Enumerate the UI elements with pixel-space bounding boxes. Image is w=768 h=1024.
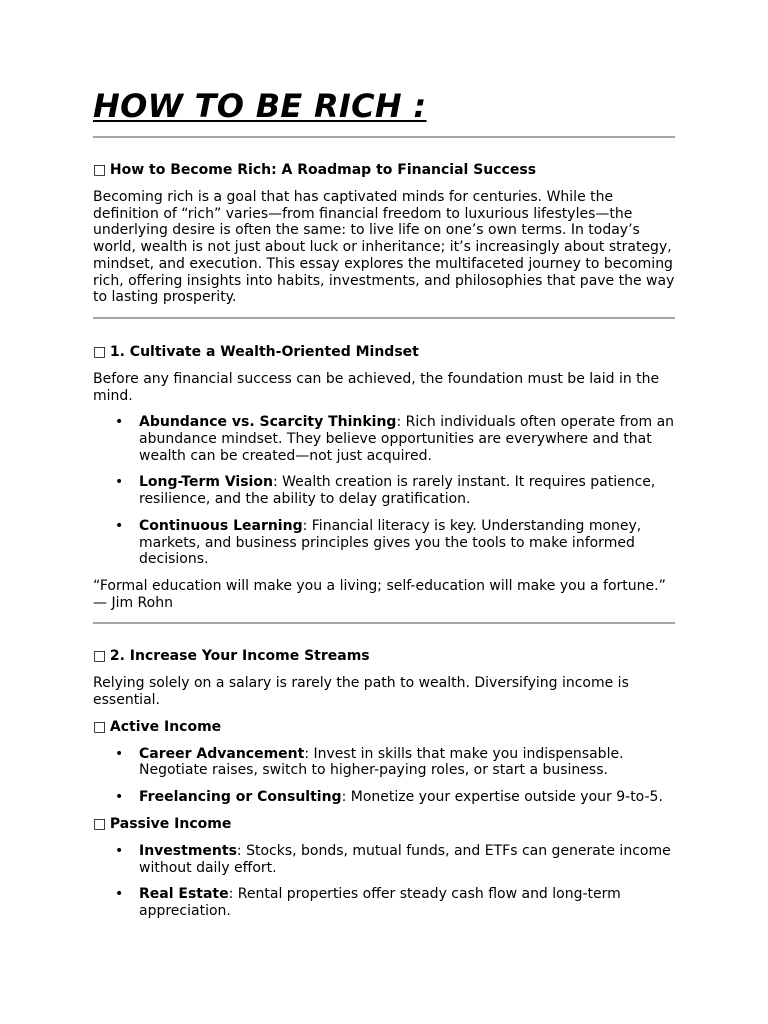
intro-paragraph: Becoming rich is a goal that has captivated minds for centuries. While the definition of “rich” varies—from financial freedom to luxurious lifestyles—the underlying desire is often the same: to live life on one’s own terms. In today’s world, wealth is not just about luck or inheritance; it’s increasingly about strategy, mindset, and execution. This essay explores the multifaceted journey to becoming rich, offering insights into habits, investments, and philosophies that pave the way to lasting prosperity.	[93, 189, 675, 306]
list-item-text: : Wealth creation is rarely instant. It requires patience, resilience, and the ability to delay gratification.	[139, 474, 656, 508]
divider	[93, 622, 675, 624]
section2-paragraph: Relying solely on a salary is rarely the path to wealth. Diversifying income is essential.	[93, 675, 629, 709]
list-item-text: : Monetize your expertise outside your 9-to-5.	[341, 789, 663, 806]
missing-glyph-icon: □	[93, 648, 107, 665]
section1-heading-text: 1. Cultivate a Wealth-Oriented Mindset	[109, 343, 419, 360]
divider	[93, 317, 675, 319]
section2-heading-text: 2. Increase Your Income Streams	[109, 648, 370, 665]
list-item	[93, 746, 675, 779]
list-item-term: Career Advancement	[139, 745, 305, 762]
missing-glyph-icon: □	[93, 162, 107, 178]
list-item-text: : Rich individuals often operate from an abundance mindset. They believe opportunities are everywhere and that wealth can be created—not just acquired.	[139, 414, 675, 464]
active-income-heading-text: Active Income	[109, 718, 222, 735]
missing-glyph-icon: □	[93, 718, 107, 735]
intro-heading	[93, 162, 675, 179]
list-item-text: : Rental properties offer steady cash flow and long-term appreciation.	[139, 886, 621, 919]
list-item	[93, 843, 675, 876]
quote: “Formal education will make you a living; self-education will make you a fortune.” — Jim Rohn	[93, 577, 666, 611]
list-item-text: : Stocks, bonds, mutual funds, and ETFs can generate income without daily effort.	[139, 842, 671, 876]
section2-heading	[93, 648, 675, 665]
list-item	[93, 414, 675, 464]
section1-heading	[93, 344, 675, 361]
list-item-term: Freelancing or Consulting	[139, 789, 342, 806]
list-item-term: Abundance vs. Scarcity Thinking	[139, 414, 397, 431]
missing-glyph-icon: □	[93, 343, 107, 360]
list-item-text: : Financial literacy is key. Understanding money, markets, and business principles gives you the tools to make informed decisions.	[139, 517, 642, 568]
missing-glyph-icon: □	[93, 815, 107, 832]
list-item	[93, 789, 675, 806]
list-item	[93, 518, 675, 568]
section1-list	[93, 414, 675, 568]
intro-heading-text: How to Become Rich: A Roadmap to Financial Success	[109, 162, 537, 178]
active-income-heading	[93, 719, 675, 736]
section1-paragraph: Before any financial success can be achieved, the foundation must be laid in the mind.	[93, 370, 660, 404]
divider	[93, 136, 675, 138]
passive-income-heading	[93, 816, 675, 833]
passive-income-heading-text: Passive Income	[109, 815, 232, 832]
list-item-term: Real Estate	[139, 886, 229, 903]
list-item-term: Continuous Learning	[139, 517, 303, 534]
list-item-text: : Invest in skills that make you indispensable. Negotiate raises, switch to higher-paying roles, or start a business.	[139, 745, 624, 779]
passive-income-list	[93, 843, 675, 920]
page-title: HOW TO BE RICH :	[93, 87, 427, 125]
list-item	[93, 886, 675, 919]
list-item-term: Investments	[139, 842, 237, 859]
active-income-list	[93, 746, 675, 806]
list-item-term: Long-Term Vision	[139, 474, 273, 491]
list-item	[93, 474, 675, 507]
document-content	[93, 86, 675, 920]
